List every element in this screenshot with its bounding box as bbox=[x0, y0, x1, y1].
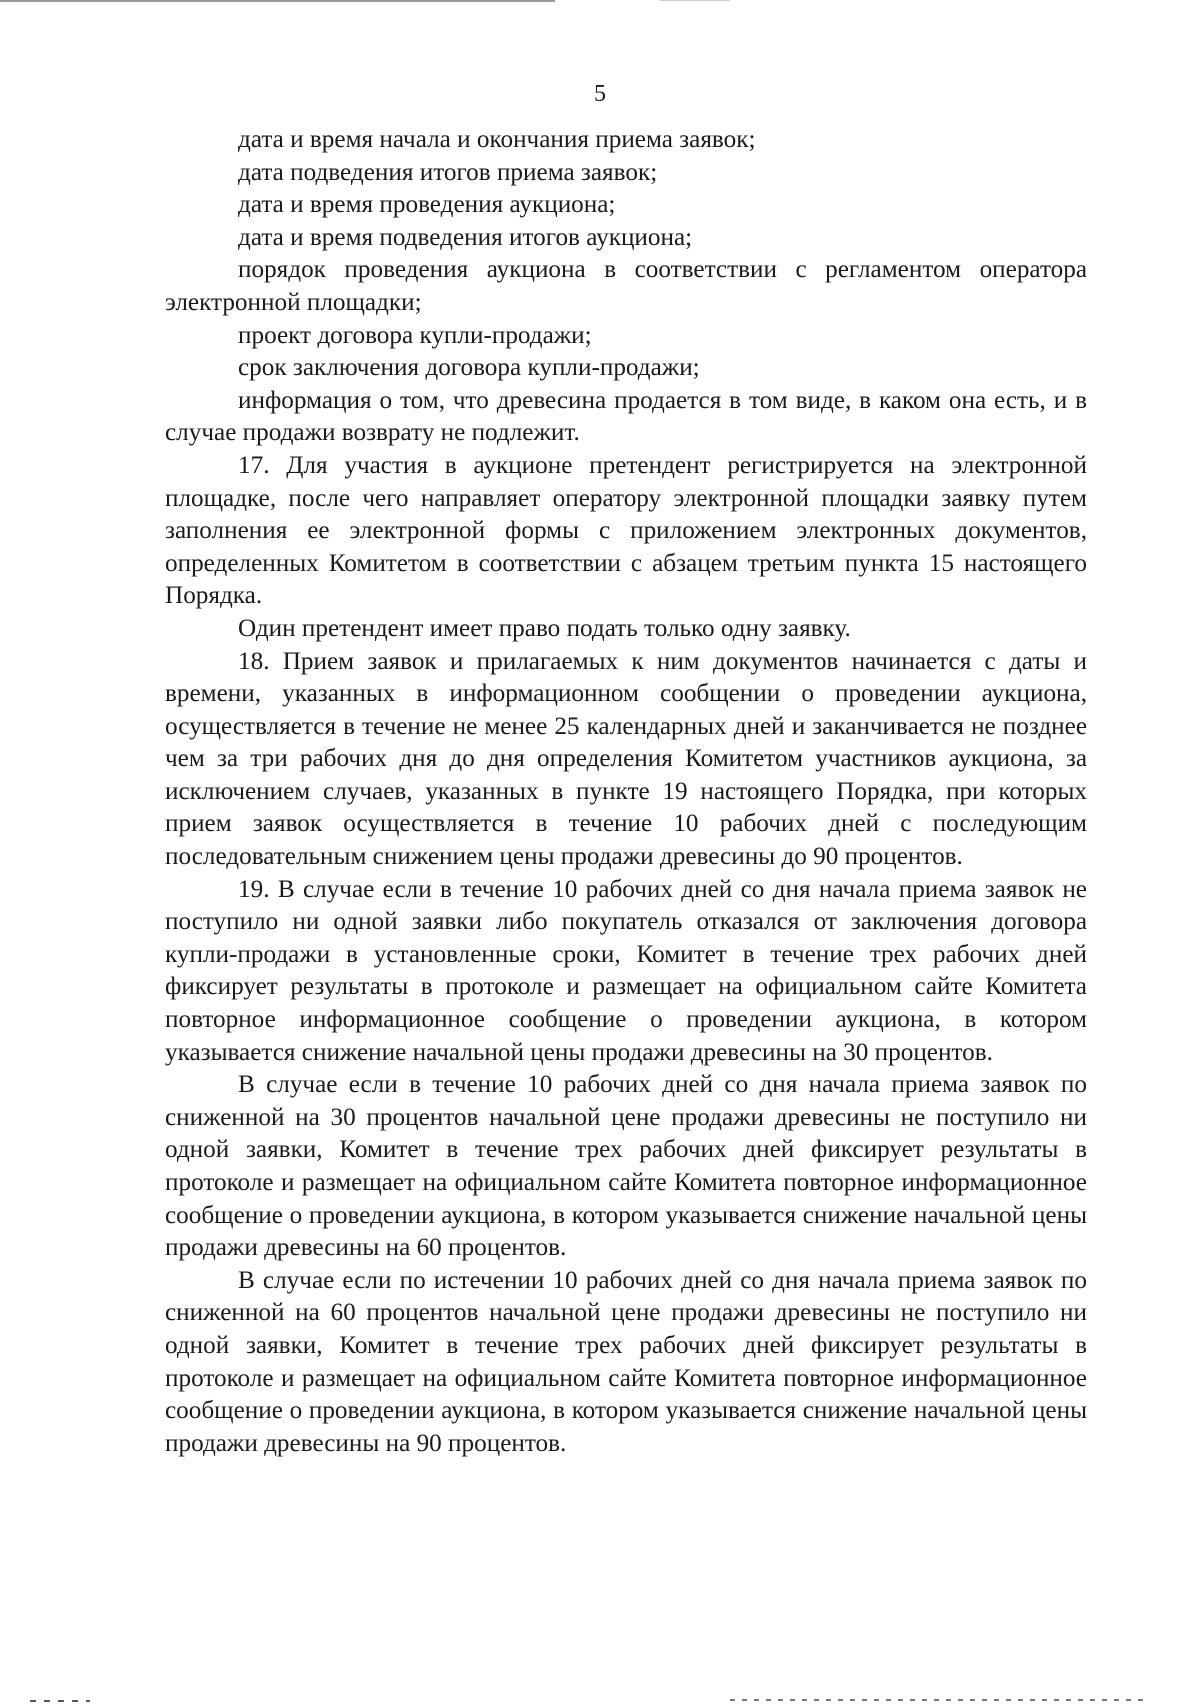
list-item-results-date: дата подведения итогов приема заявок; bbox=[238, 158, 658, 186]
page-number: 5 bbox=[594, 81, 606, 107]
scan-edge-dots-bottom bbox=[730, 1699, 1150, 1701]
scan-edge-line bbox=[0, 0, 555, 2]
paragraph-19: 19. В случае если в течение 10 рабочих дней со дня начала приема заявок не поступило ни одной заявки либо покупатель отказался от заключения договора купли-продажи в установленные сроки, Комитет в течение трех рабочих дней фиксирует результаты в протоколе и размещает на официальном сайте Комитета повторное информационное сообщение о проведении аукциона, в котором указывается снижение начальной цены продажи древесины на 30 процентов. bbox=[165, 875, 1087, 1066]
paragraph-90-percent: В случае если по истечении 10 рабочих дней со дня начала приема заявок по сниженной на 60 процентов начальной цене продажи древесины не поступило ни одной заявки, Комитет в течение трех рабочих дней фиксирует результаты в протоколе и размещает на официальном сайте Комитета повторное информационное сообщение о проведении аукциона, в котором указывается снижение начальной цены продажи древесины на 90 процентов. bbox=[165, 1266, 1087, 1457]
list-item-contract-term: срок заключения договора купли-продажи; bbox=[238, 354, 700, 382]
document-body bbox=[165, 124, 1087, 1460]
paragraph-18: 18. Прием заявок и прилагаемых к ним документов начинается с даты и времени, указанных в информационном сообщении о проведении аукциона, осуществляется в течение не менее 25 календарных дней и заканчивается не позднее чем за три рабочих дня до дня определения Комитетом участников аукциона, за исключением случаев, указанных в пункте 19 настоящего Порядка, при которых прием заявок осуществляется в течение 10 рабочих дней с последующим последовательным снижением цены продажи древесины до 90 процентов. bbox=[165, 647, 1087, 871]
list-item-contract-draft: проект договора купли-продажи; bbox=[238, 321, 592, 349]
list-item-auction-date: дата и время проведения аукциона; bbox=[238, 191, 616, 219]
list-item-auction-results-date: дата и время подведения итогов аукциона; bbox=[238, 223, 693, 251]
scan-edge-mark bbox=[660, 0, 730, 1]
list-item-as-is-info: информация о том, что древесина продается в том виде, в каком она есть, и в случае продажи возврату не подлежит. bbox=[165, 386, 1087, 447]
list-item-application-dates: дата и время начала и окончания приема заявок; bbox=[238, 126, 756, 153]
paragraph-60-percent: В случае если в течение 10 рабочих дней со дня начала приема заявок по сниженной на 30 процентов начальной цене продажи древесины не поступило ни одной заявки, Комитет в течение трех рабочих дней фиксирует результаты в протоколе и размещает на официальном сайте Комитета повторное информационное сообщение о проведении аукциона, в котором указывается снижение начальной цены продажи древесины на 60 процентов. bbox=[165, 1071, 1087, 1262]
paragraph-17: 17. Для участия в аукционе претендент регистрируется на электронной площадке, после чего направляет оператору электронной площадки заявку путем заполнения ее электронной формы с приложением электронных документов, определенных Комитетом в соответствии с абзацем третьим пункта 15 настоящего Порядка. bbox=[165, 451, 1087, 610]
scan-edge-mark-bottom-left bbox=[30, 1700, 90, 1702]
list-item-auction-procedure: порядок проведения аукциона в соответствии с регламентом оператора электронной площадки; bbox=[165, 256, 1087, 316]
paragraph-one-application: Один претендент имеет право подать только одну заявку. bbox=[238, 614, 851, 642]
